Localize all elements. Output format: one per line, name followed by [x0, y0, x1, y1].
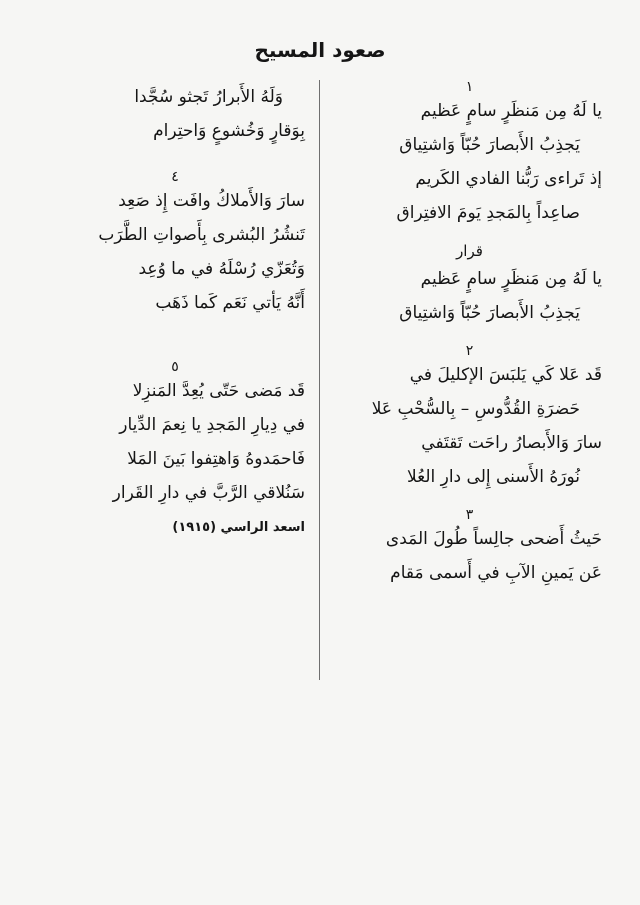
verse-line: حَضرَةِ القُدُّوسِ – بِالسُّحْبِ عَلا	[371, 399, 580, 419]
refrain-label: قرار	[456, 242, 483, 260]
verse-line: سارَ وَالأَملاكُ وافَت إِذ صَعِد	[118, 191, 305, 211]
stanza-number-5: ٥	[171, 359, 179, 375]
verse-line: حَيثُ أَضحى جالِساً طُولَ المَدى	[385, 529, 602, 549]
stanza-2	[337, 358, 602, 494]
stanza-number-4: ٤	[171, 169, 179, 185]
stanza-4	[45, 184, 305, 320]
stanza-number-3: ٣	[465, 507, 474, 523]
stanza-3	[337, 522, 602, 590]
stanza-1	[337, 94, 602, 230]
verse-line: سَنُلاقي الرَّبَّ في دارِ القَرار	[112, 483, 305, 503]
column-divider	[319, 80, 320, 680]
verse-line: يا لَهُ مِن مَنظَرٍ سامٍ عَظيم	[420, 269, 602, 289]
verse-line: في دِيارِ المَجدِ يا نِعمَ الدِّيار	[119, 415, 305, 435]
verse-line: بِوَقارٍ وَخُشوعٍ وَاحتِرام	[153, 121, 305, 141]
stanza-number-2: ٢	[465, 343, 474, 359]
stanza-number-1: ١	[465, 79, 474, 95]
author-signature: اسعد الراسي (١٩١٥)	[172, 520, 305, 535]
verse-line: إذ تَراءى رَبُّنا الفادي الكَريم	[415, 169, 602, 189]
verse-line: يَجذِبُ الأَبصارَ حُبّاً وَاشتِياق	[399, 303, 580, 323]
verse-line: فَاحمَدوهُ وَاهتِفوا بَينَ المَلا	[127, 449, 305, 469]
verse-line: صاعِداً بِالمَجدِ يَومَ الافتِراق	[396, 203, 580, 223]
refrain	[337, 262, 602, 330]
verse-line: يا لَهُ مِن مَنظَرٍ سامٍ عَظيم	[420, 101, 602, 121]
right-column	[337, 80, 602, 590]
stanza-5	[45, 374, 305, 510]
verse-line: تَنشُرُ البُشرى بِأَصواتِ الطَّرَب	[98, 225, 305, 245]
verse-line: أَنَّهُ يَأتي نَعَم كَما ذَهَب	[155, 293, 305, 313]
verse-line: نُورَهُ الأَسنى إِلى دارِ العُلا	[406, 467, 580, 487]
verse-line: يَجذِبُ الأَبصارَ حُبّاً وَاشتِياق	[399, 135, 580, 155]
left-column	[45, 80, 305, 535]
verse-line: سارَ وَالأَبصارُ راحَت تَقتَفي	[421, 433, 602, 453]
verse-line: وَلَهُ الأَبرارُ تَجثو سُجَّدا	[134, 87, 283, 107]
page-title: صعود المسيح	[254, 38, 386, 62]
verse-line: وَتُعَزّي رُسْلَهُ في ما وُعِد	[138, 259, 305, 279]
verse-line: عَن يَمينِ الآبِ في أَسمى مَقام	[390, 563, 602, 583]
verse-line: قَد عَلا كَي يَلبَسَ الإكليلَ في	[409, 365, 602, 385]
verse-line: قَد مَضى حَتّى يُعِدَّ المَنزِلا	[132, 381, 305, 401]
stanza-continued	[45, 80, 305, 148]
